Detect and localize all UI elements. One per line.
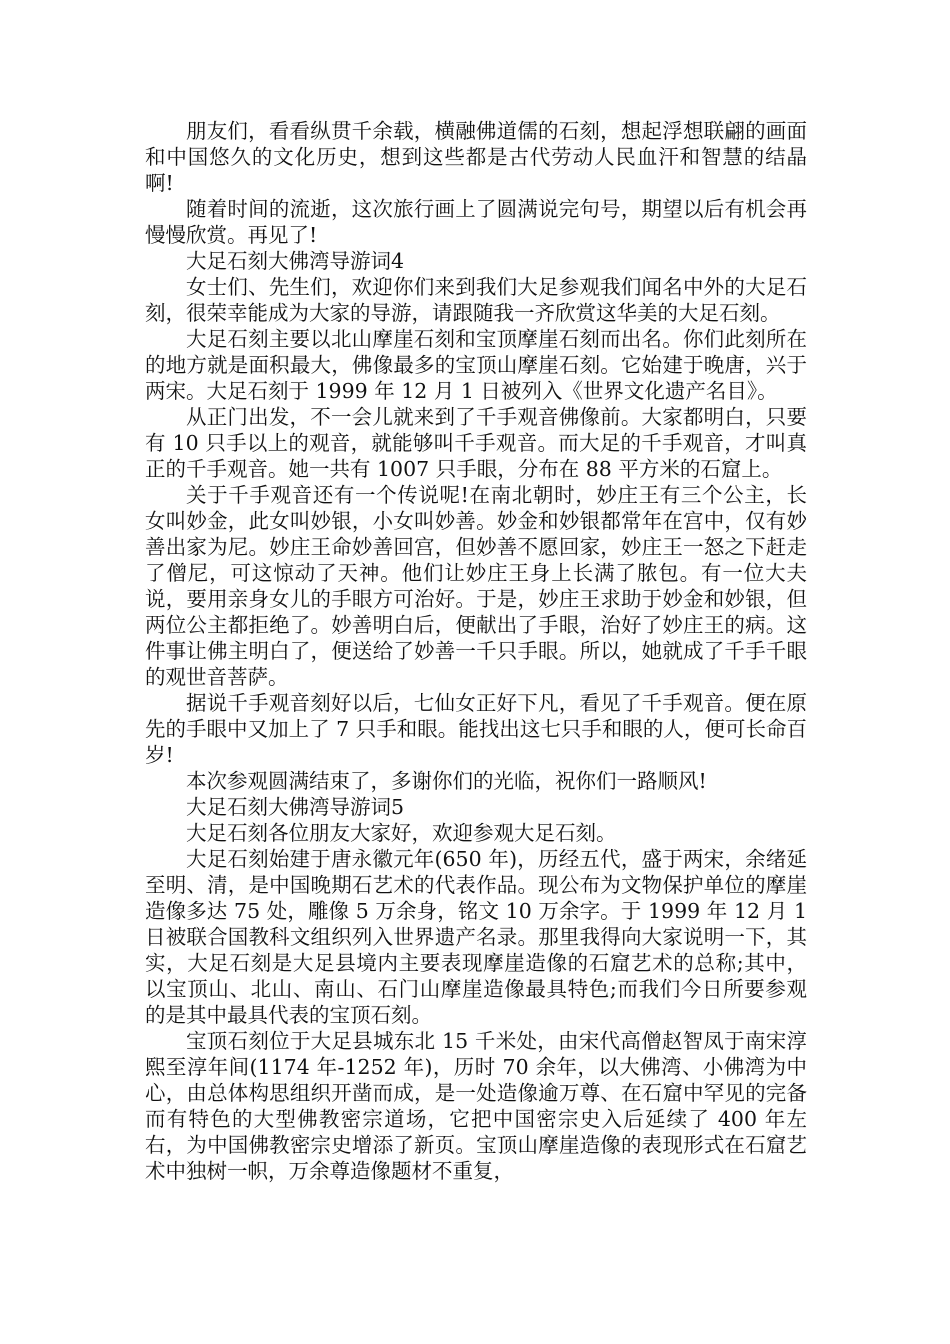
paragraph: 据说千手观音刻好以后，七仙女正好下凡，看见了千手观音。便在原先的手眼中又加上了 7 只手和眼。能找出这七只手和眼的人，便可长命百岁! xyxy=(145,691,807,767)
paragraph: 大足石刻各位朋友大家好，欢迎参观大足石刻。 xyxy=(186,821,617,845)
paragraph: 宝顶石刻位于大足县城东北 15 千米处，由宋代高僧赵智凤于南宋淳熙至淳年间(1174 年-1252 年)，历时 70 余年，以大佛湾、小佛湾为中心，由总体构思组织开凿而成，是一处造像逾万尊、在石窟中罕见的完备而有特色的大型佛教密宗道场，它把中国密宗史入后延续了 400 年左右，为中国佛教密宗史增添了新页。宝顶山摩崖造像的表现形式在石窟艺术中独树一帜，万余尊造像题材不重复， xyxy=(145,1029,807,1183)
paragraph: 大足石刻始建于唐永徽元年(650 年)，历经五代，盛于两宋，余绪延至明、清，是中国晚期石艺术的代表作品。现公布为文物保护单位的摩崖造像多达 75 处，雕像 5 万余身，铭文 10 万余字。于 1999 年 12 月 1 日被联合国教科文组织列入世界遗产名录。那里我得向大家说明一下，其实，大足石刻是大足县境内主要表现摩崖造像的石窟艺术的总称;其中，以宝顶山、北山、南山、石门山摩崖造像最具特色;而我们今日所要参观的是其中最具代表的宝顶石刻。 xyxy=(145,847,807,1027)
paragraph: 关于千手观音还有一个传说呢!在南北朝时，妙庄王有三个公主，长女叫妙金，此女叫妙银，小女叫妙善。妙金和妙银都常年在宫中，仅有妙善出家为尼。妙庄王命妙善回宫，但妙善不愿回家，妙庄王一怒之下赶走了僧尼，可这惊动了天神。他们让妙庄王身上长满了脓包。有一位大夫说，要用亲身女儿的手眼方可治好。于是，妙庄王求助于妙金和妙银，但两位公主都拒绝了。妙善明白后，便献出了手眼，治好了妙庄王的病。这件事让佛主明白了，便送给了妙善一千只手眼。所以，她就成了千手千眼的观世音菩萨。 xyxy=(145,483,807,689)
paragraph: 随着时间的流逝，这次旅行画上了圆满说完句号，期望以后有机会再慢慢欣赏。再见了! xyxy=(145,197,807,247)
section-heading: 大足石刻大佛湾导游词5 xyxy=(186,795,405,819)
paragraph: 从正门出发，不一会儿就来到了千手观音佛像前。大家都明白，只要有 10 只手以上的观音，就能够叫千手观音。而大足的千手观音，才叫真正的千手观音。她一共有 1007 只手眼，分布在 88 平方米的石窟上。 xyxy=(145,405,807,481)
paragraph: 朋友们，看看纵贯千余载，横融佛道儒的石刻，想起浮想联翩的画面和中国悠久的文化历史，想到这些都是古代劳动人民血汗和智慧的结晶啊! xyxy=(145,119,807,195)
document-body xyxy=(145,118,807,1184)
section-heading: 大足石刻大佛湾导游词4 xyxy=(186,249,405,273)
paragraph: 女士们、先生们，欢迎你们来到我们大足参观我们闻名中外的大足石刻，很荣幸能成为大家的导游，请跟随我一齐欣赏这华美的大足石刻。 xyxy=(145,275,807,325)
paragraph: 本次参观圆满结束了，多谢你们的光临，祝你们一路顺风! xyxy=(186,769,707,793)
paragraph: 大足石刻主要以北山摩崖石刻和宝顶摩崖石刻而出名。你们此刻所在的地方就是面积最大，佛像最多的宝顶山摩崖石刻。它始建于晚唐，兴于两宋。大足石刻于 1999 年 12 月 1 日被列入《世界文化遗产名目》。 xyxy=(145,327,807,403)
